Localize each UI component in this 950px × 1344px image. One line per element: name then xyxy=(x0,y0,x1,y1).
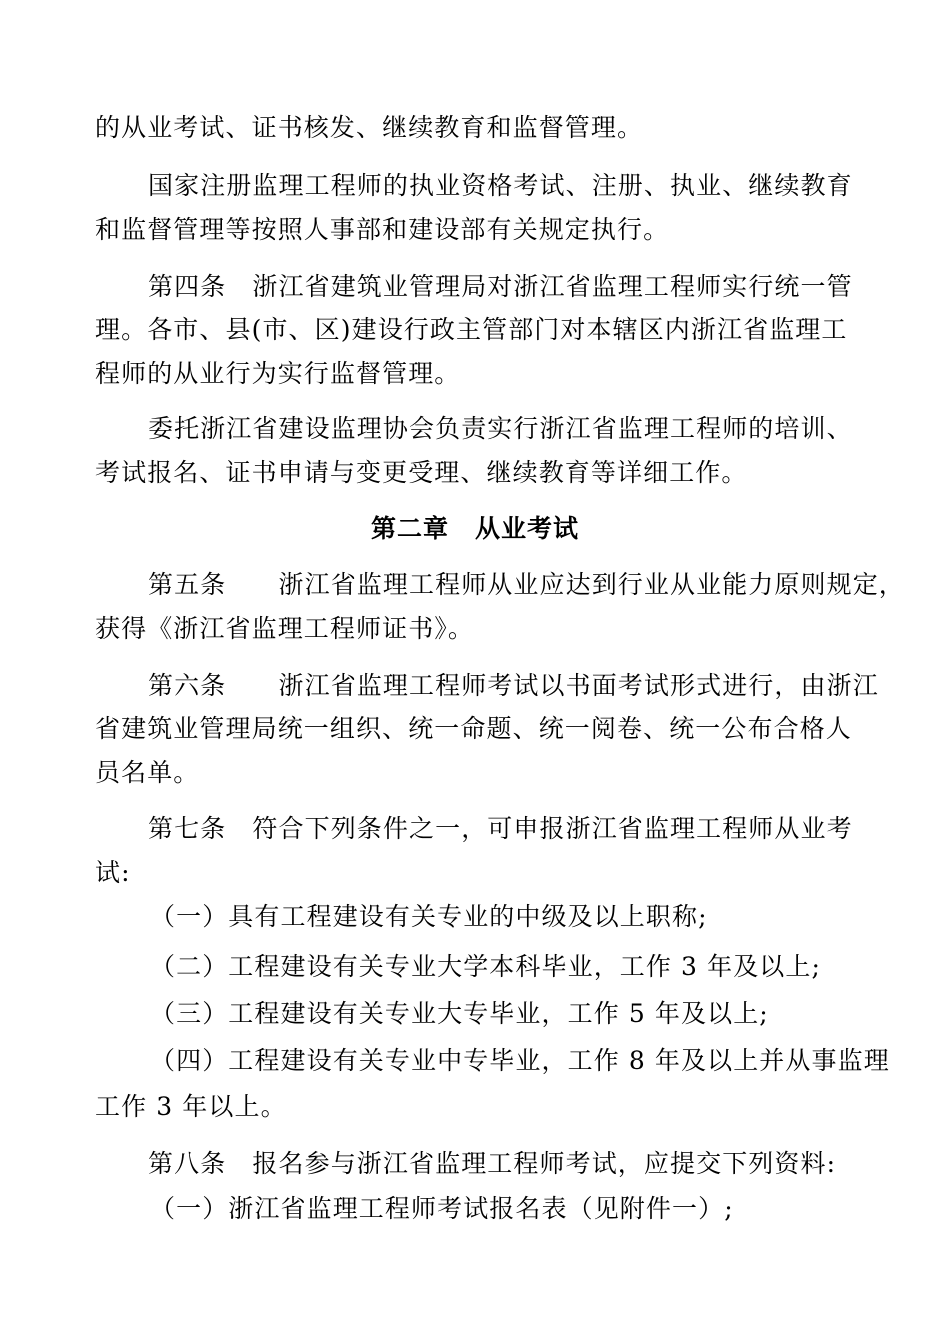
article-7-line: 第七条 符合下列条件之一，可申报浙江省监理工程师从业考 xyxy=(148,814,853,843)
article-6-line: 第六条 浙江省监理工程师考试以书面考试形式进行，由浙江 xyxy=(148,671,879,700)
paragraph-line: 委托浙江省建设监理协会负责实行浙江省监理工程师的培训、 xyxy=(148,414,853,443)
chapter-heading: 第二章 从业考试 xyxy=(370,514,579,543)
list-item: （一）具有工程建设有关专业的中级及以上职称; xyxy=(150,902,708,931)
text-line: 工作 3 年以上。 xyxy=(95,1092,287,1121)
text-line: 的从业考试、证书核发、继续教育和监督管理。 xyxy=(95,113,644,142)
text-line: 员名单。 xyxy=(95,758,200,787)
article-8-line: 第八条 报名参与浙江省监理工程师考试，应提交下列资料: xyxy=(148,1149,837,1178)
list-item: （二）工程建设有关专业大学本科毕业，工作 3 年及以上; xyxy=(150,952,822,981)
text-line: 试: xyxy=(95,858,131,887)
text-line: 和监督管理等按照人事部和建设部有关规定执行。 xyxy=(95,215,670,244)
article-4-line: 第四条 浙江省建筑业管理局对浙江省监理工程师实行统一管 xyxy=(148,272,853,301)
text-line: 程师的从业行为实行监督管理。 xyxy=(95,359,461,388)
text-line: 获得《浙江省监理工程师证书》。 xyxy=(95,614,475,643)
text-line: 考试报名、证书申请与变更受理、继续教育等详细工作。 xyxy=(95,458,748,487)
paragraph-line: 国家注册监理工程师的执业资格考试、注册、执业、继续教育 xyxy=(148,171,853,200)
article-5-line: 第五条 浙江省监理工程师从业应达到行业从业能力原则规定， xyxy=(148,570,905,599)
text-line: 省建筑业管理局统一组织、统一命题、统一阅卷、统一公布合格人 xyxy=(95,714,852,743)
list-item: （三）工程建设有关专业大专毕业，工作 5 年及以上; xyxy=(150,999,769,1028)
list-item: （一）浙江省监理工程师考试报名表（见附件一）; xyxy=(150,1194,734,1223)
text-line: 理。各市、县(市、区)建设行政主管部门对本辖区内浙江省监理工 xyxy=(95,315,848,344)
list-item: （四）工程建设有关专业中专毕业，工作 8 年及以上并从事监理 xyxy=(150,1046,890,1075)
